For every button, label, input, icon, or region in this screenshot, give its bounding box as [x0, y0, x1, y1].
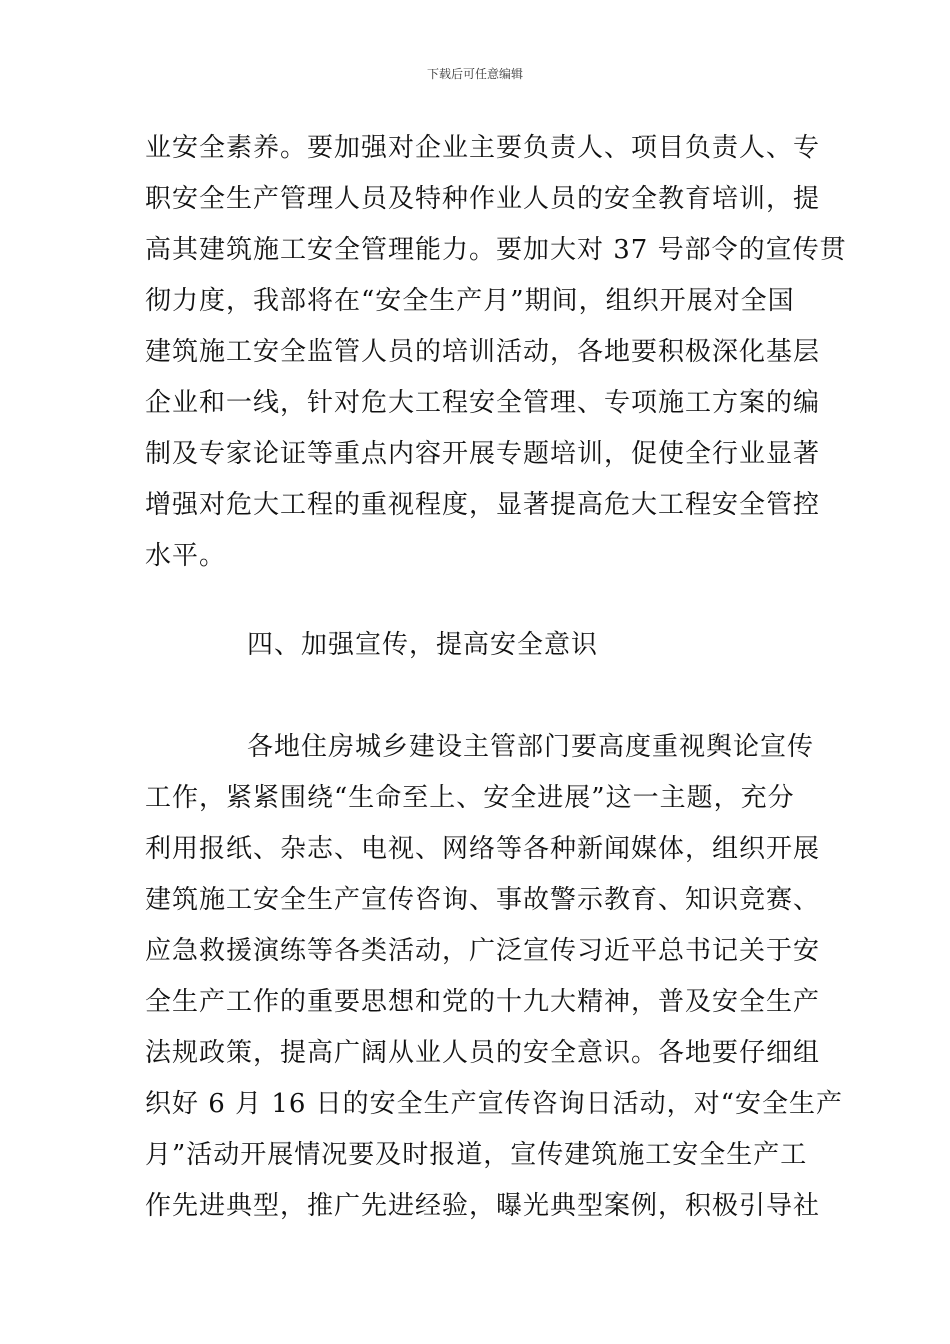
text-line: 全生产工作的重要思想和党的十九大精神，普及安全生产	[145, 987, 821, 1017]
text-line: 法规政策，提高广阔从业人员的安全意识。各地要仔细组	[145, 1038, 821, 1068]
section-heading: 四、加强宣传，提高安全意识	[247, 630, 599, 660]
page-header-note: 下载后可任意编辑	[426, 67, 523, 81]
text-line: 高其建筑施工安全管理能力。要加大对 37 号部令的宣传贯	[145, 235, 847, 265]
text-line: 建筑施工安全监管人员的培训活动，各地要积极深化基层	[145, 337, 821, 367]
text-line: 月”活动开展情况要及时报道，宣传建筑施工安全生产工	[145, 1140, 808, 1170]
text-line: 利用报纸、杂志、电视、网络等各种新闻媒体，组织开展	[145, 834, 821, 864]
text-line: 应急救援演练等各类活动，广泛宣传习近平总书记关于安	[145, 936, 821, 966]
text-line: 职安全生产管理人员及特种作业人员的安全教育培训，提	[145, 184, 821, 214]
text-line: 企业和一线，针对危大工程安全管理、专项施工方案的编	[145, 388, 821, 418]
text-line: 各地住房城乡建设主管部门要高度重视舆论宣传	[247, 732, 815, 762]
text-line: 制及专家论证等重点内容开展专题培训，促使全行业显著	[145, 439, 821, 469]
text-line: 业安全素养。要加强对企业主要负责人、项目负责人、专	[145, 133, 821, 163]
text-line: 工作，紧紧围绕“生命至上、安全进展”这一主题，充分	[145, 783, 795, 813]
text-line: 增强对危大工程的重视程度，显著提高危大工程安全管控	[145, 490, 821, 520]
text-line: 织好 6 月 16 日的安全生产宣传咨询日活动，对“安全生产	[145, 1089, 843, 1119]
text-line: 建筑施工安全生产宣传咨询、事故警示教育、知识竞赛、	[145, 885, 821, 915]
text-line: 彻力度，我部将在“安全生产月”期间，组织开展对全国	[145, 286, 795, 316]
text-line: 水平。	[145, 541, 227, 571]
text-line: 作先进典型，推广先进经验，曝光典型案例，积极引导社	[145, 1191, 821, 1221]
